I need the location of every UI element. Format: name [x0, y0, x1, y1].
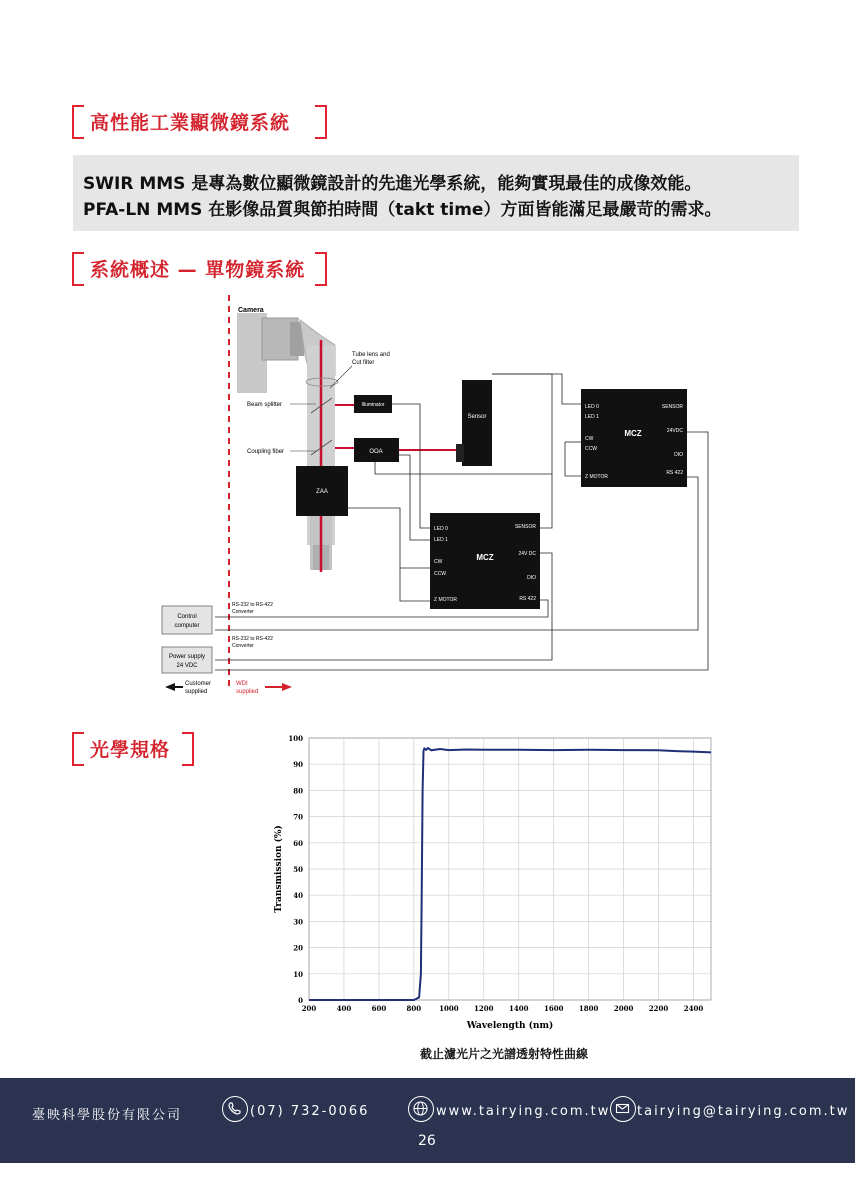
phone-icon: [222, 1096, 248, 1122]
converter-label-2a: RS-232 to RS-422: [232, 636, 273, 642]
x-axis-label: Wavelength (nm): [466, 1021, 554, 1031]
port-led1: LED 1: [434, 537, 448, 543]
chart-caption: 截止濾光片之光譜透射特性曲線: [420, 1047, 589, 1061]
zaa-label: ZAA: [316, 489, 328, 495]
y-tick-label: 90: [293, 760, 303, 770]
microscope-tube: [306, 340, 354, 572]
port-cw: CW: [585, 436, 594, 442]
phone-number[interactable]: (07) 732-0066: [250, 1104, 370, 1119]
company-name: 臺映科學股份有限公司: [32, 1108, 183, 1123]
power-label-2: 24 VDC: [176, 663, 198, 669]
y-tick-label: 70: [293, 812, 303, 822]
tube-lens-label-1: Tube lens and: [352, 352, 390, 358]
mcz-top-title: MCZ: [624, 429, 642, 438]
port-sensor: SENSOR: [514, 524, 536, 530]
port-led0: LED 0: [585, 404, 599, 410]
y-tick-label: 0: [298, 996, 303, 1005]
x-tick-label: 2000: [613, 1004, 634, 1013]
x-tick-label: 2400: [683, 1004, 704, 1013]
y-tick-label: 100: [288, 734, 303, 743]
port-sensor: SENSOR: [661, 404, 683, 410]
y-tick-label: 40: [293, 891, 303, 901]
section-heading-overview: [72, 247, 327, 287]
y-tick-label: 50: [293, 865, 303, 874]
port-24vdc: 24VDC: [666, 428, 683, 434]
y-axis-label: Transmission (%): [274, 825, 284, 913]
x-tick-label: 1200: [474, 1004, 494, 1013]
globe-icon: [408, 1096, 434, 1122]
section-title: 系統概述 — 單物鏡系統: [90, 259, 306, 281]
power-label-1: Power supply: [168, 654, 206, 660]
customer-label-2: supplied: [185, 689, 208, 695]
chart-grid: [309, 738, 711, 1000]
x-tick-label: 600: [371, 1004, 387, 1013]
customer-label-1: Customer: [185, 681, 212, 687]
arrow-left-icon: [165, 683, 175, 691]
email-link[interactable]: tairying@tairying.com.tw: [637, 1104, 850, 1119]
mcz-bottom-title: MCZ: [476, 553, 494, 562]
transmission-chart: [265, 728, 720, 1038]
port-ccw: CCW: [434, 571, 446, 577]
intro-box: [73, 155, 799, 231]
y-tick-labels: [288, 734, 303, 1005]
arrow-right-icon: [282, 683, 292, 691]
section-title: 高性能工業顯微鏡系統: [90, 112, 291, 134]
page-number: 26: [418, 1133, 436, 1149]
beam-splitter-label: Beam splitter: [247, 402, 283, 408]
converter-label-1a: RS-232 to RS-422: [232, 602, 273, 608]
system-diagram: [0, 290, 855, 710]
x-tick-labels: [302, 1004, 704, 1013]
sensor-box: [462, 380, 492, 466]
converter-label-1b: Converter: [232, 609, 254, 615]
footer: [0, 1078, 855, 1163]
x-tick-label: 800: [406, 1004, 422, 1013]
x-tick-label: 1000: [439, 1004, 459, 1013]
x-tick-label: 1400: [508, 1004, 529, 1013]
intro-line-2: PFA-LN MMS 在影像品質與節拍時間（takt time）方面皆能滿足最嚴苛的需求。: [83, 200, 722, 220]
y-tick-label: 20: [293, 943, 303, 953]
port-rs422: RS 422: [519, 596, 536, 602]
y-tick-label: 80: [293, 786, 303, 796]
website-link[interactable]: www.tairying.com.tw: [436, 1104, 611, 1119]
control-label-2: computer: [174, 623, 200, 629]
x-tick-label: 400: [336, 1004, 352, 1013]
control-label-1: Control: [177, 614, 197, 620]
x-tick-label: 2200: [648, 1004, 669, 1013]
sensor-label: Sensor: [467, 414, 487, 420]
port-zmotor: Z MOTOR: [434, 597, 457, 603]
power-supply-box: [162, 647, 212, 673]
tube-lens-label-2: Cut filter: [352, 360, 375, 366]
section-heading-system: [72, 100, 327, 140]
y-tick-label: 10: [293, 969, 303, 979]
port-led0: LED 0: [434, 526, 448, 532]
y-tick-label: 60: [293, 838, 303, 848]
control-computer-box: [162, 606, 212, 634]
section-heading-optics: [72, 727, 194, 767]
port-led1: LED 1: [585, 414, 599, 420]
coupling-fiber-label: Coupling fiber: [247, 449, 285, 455]
mail-icon: [610, 1096, 636, 1122]
y-tick-label: 30: [293, 917, 303, 927]
port-cw: CW: [434, 559, 443, 565]
port-24vdc: 24V DC: [518, 551, 536, 557]
x-tick-label: 200: [301, 1004, 317, 1013]
port-ccw: CCW: [585, 446, 597, 452]
port-zmotor: Z MOTOR: [585, 474, 608, 480]
ooa-label: OOA: [369, 449, 383, 455]
port-rs422: RS 422: [666, 470, 683, 476]
wdi-label-2: supplied: [236, 689, 259, 695]
camera-label: Camera: [238, 307, 264, 314]
section-title: 光學規格: [90, 739, 171, 761]
port-dio: DIO: [674, 452, 683, 458]
converter-label-2b: Converter: [232, 643, 254, 649]
port-dio: DIO: [527, 575, 536, 581]
illuminator-label: Illuminator: [361, 402, 385, 408]
wdi-label-1: WDI: [236, 681, 248, 687]
series-line: [309, 748, 711, 1000]
x-tick-label: 1600: [543, 1004, 564, 1013]
x-tick-label: 1800: [578, 1004, 599, 1013]
intro-line-1: SWIR MMS 是專為數位顯微鏡設計的先進光學系統，能夠實現最佳的成像效能。: [83, 174, 702, 194]
